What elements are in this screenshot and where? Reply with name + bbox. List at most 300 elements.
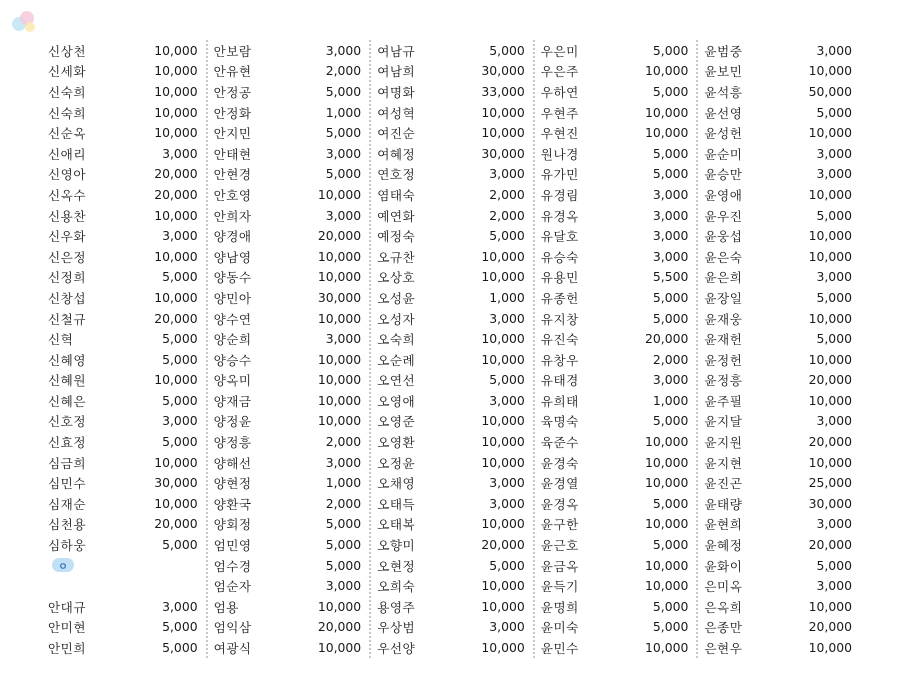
donation-amount: 10,000 bbox=[808, 351, 852, 367]
donor-name: 윤우진 bbox=[704, 208, 743, 224]
donation-amount: 10,000 bbox=[317, 351, 362, 367]
donation-amount: 5,000 bbox=[162, 537, 198, 553]
donor-name: 윤명희 bbox=[540, 599, 579, 615]
donor-name: 양경애 bbox=[213, 229, 252, 245]
donor-row bbox=[377, 370, 531, 391]
donation-amount: 5,000 bbox=[325, 83, 362, 99]
donor-row bbox=[704, 246, 858, 267]
donor-row bbox=[704, 472, 858, 493]
donor-row bbox=[377, 246, 531, 267]
donation-amount: 20,000 bbox=[317, 619, 362, 635]
donor-name: 안민희 bbox=[48, 641, 86, 657]
donor-name: 여혜정 bbox=[377, 146, 416, 162]
donation-amount: 10,000 bbox=[645, 640, 689, 656]
donation-amount: 10,000 bbox=[317, 310, 362, 326]
donor-row bbox=[377, 534, 531, 555]
donor-column bbox=[533, 40, 697, 658]
donor-row bbox=[48, 534, 204, 555]
donor-row bbox=[704, 40, 858, 61]
donor-name: 예연화 bbox=[377, 208, 416, 224]
donation-amount: 10,000 bbox=[808, 392, 852, 408]
donation-amount: 10,000 bbox=[808, 310, 852, 326]
donation-amount: 3,000 bbox=[489, 475, 525, 491]
donor-name: 유창우 bbox=[540, 352, 579, 368]
donation-amount: 3,000 bbox=[325, 207, 362, 223]
donor-name: 여광식 bbox=[213, 641, 252, 657]
donor-name: 윤화이 bbox=[704, 558, 743, 574]
donation-amount: 10,000 bbox=[808, 125, 852, 141]
donation-amount: 10,000 bbox=[481, 578, 525, 594]
donor-name: 윤승만 bbox=[704, 167, 743, 183]
donor-name: 오정윤 bbox=[377, 455, 416, 471]
donor-name: 신순옥 bbox=[48, 126, 86, 142]
donor-row bbox=[377, 61, 531, 82]
donor-column bbox=[369, 40, 533, 658]
donation-amount: 50,000 bbox=[808, 83, 852, 99]
donor-name: 윤금옥 bbox=[540, 558, 579, 574]
donor-row bbox=[704, 534, 858, 555]
donor-name: 윤범중 bbox=[704, 43, 743, 59]
donor-name: 신상천 bbox=[48, 43, 86, 59]
donor-name: 신용찬 bbox=[48, 208, 86, 224]
donation-amount: 10,000 bbox=[317, 248, 362, 264]
donor-row bbox=[214, 143, 368, 164]
donation-amount: 5,000 bbox=[162, 331, 198, 347]
donor-row bbox=[377, 205, 531, 226]
donor-row bbox=[377, 143, 531, 164]
donor-name: 윤혜정 bbox=[704, 538, 743, 554]
donor-row bbox=[704, 370, 858, 391]
donation-amount: 10,000 bbox=[808, 248, 852, 264]
donor-row bbox=[48, 390, 204, 411]
donor-row bbox=[48, 205, 204, 226]
donor-name: 육준수 bbox=[540, 435, 579, 451]
donation-amount: 5,500 bbox=[652, 269, 689, 285]
donor-row bbox=[214, 102, 368, 123]
donor-name: 유종헌 bbox=[540, 290, 579, 306]
donation-amount: 2,000 bbox=[489, 186, 525, 202]
donation-amount: 3,000 bbox=[162, 145, 198, 161]
donor-name: 유용민 bbox=[540, 270, 579, 286]
donor-name: 안태현 bbox=[213, 146, 252, 162]
donor-row bbox=[377, 267, 531, 288]
donor-name: 예정숙 bbox=[377, 229, 416, 245]
donor-name: 양순희 bbox=[213, 332, 252, 348]
section-marker-badge: ㅇ bbox=[52, 558, 74, 572]
donor-name: 은미옥 bbox=[704, 579, 743, 595]
donor-name: 윤장일 bbox=[704, 290, 743, 306]
donor-name: 오영준 bbox=[377, 414, 416, 430]
donor-name: 양해선 bbox=[213, 455, 252, 471]
donor-name: 안지민 bbox=[213, 126, 252, 142]
donor-name: 오영애 bbox=[377, 393, 416, 409]
donation-amount: 5,000 bbox=[489, 42, 525, 58]
donation-amount: 3,000 bbox=[652, 207, 689, 223]
donation-amount: 10,000 bbox=[481, 434, 525, 450]
donor-name: 신혁 bbox=[48, 332, 74, 348]
donor-name: 오채영 bbox=[377, 476, 416, 492]
donation-amount: 3,000 bbox=[816, 145, 852, 161]
donor-row bbox=[541, 534, 695, 555]
donor-row bbox=[214, 225, 368, 246]
donation-amount: 10,000 bbox=[317, 269, 362, 285]
donor-name: 우은미 bbox=[540, 43, 579, 59]
donor-name: 여진순 bbox=[377, 126, 416, 142]
donor-row bbox=[704, 411, 858, 432]
donor-row bbox=[48, 617, 204, 638]
donor-row bbox=[48, 308, 204, 329]
donor-name: 윤경숙 bbox=[540, 455, 579, 471]
donation-amount: 1,000 bbox=[325, 104, 362, 120]
donor-row bbox=[377, 452, 531, 473]
donor-row bbox=[541, 225, 695, 246]
donor-row bbox=[214, 308, 368, 329]
donor-name: 우은주 bbox=[540, 64, 579, 80]
donation-amount: 3,000 bbox=[489, 619, 525, 635]
donor-name: 윤보민 bbox=[704, 64, 743, 80]
donor-name: 안보람 bbox=[213, 43, 252, 59]
donor-row bbox=[704, 143, 858, 164]
donation-amount: 10,000 bbox=[154, 289, 198, 305]
donor-name: 양수연 bbox=[213, 311, 252, 327]
donation-amount: 20,000 bbox=[154, 186, 198, 202]
donation-amount: 10,000 bbox=[481, 351, 525, 367]
donor-name: 양현정 bbox=[213, 476, 252, 492]
donation-amount: 3,000 bbox=[652, 248, 689, 264]
donation-amount: 10,000 bbox=[154, 248, 198, 264]
donation-amount: 10,000 bbox=[481, 413, 525, 429]
donor-name: 심천용 bbox=[48, 517, 86, 533]
donor-row bbox=[704, 61, 858, 82]
donation-amount: 5,000 bbox=[816, 331, 852, 347]
donation-amount: 10,000 bbox=[481, 248, 525, 264]
donation-amount: 10,000 bbox=[317, 640, 362, 656]
donor-row bbox=[48, 370, 204, 391]
donor-name: 윤영애 bbox=[704, 187, 743, 203]
donor-name: 양승수 bbox=[213, 352, 252, 368]
donation-amount: 10,000 bbox=[808, 640, 852, 656]
donation-amount: 2,000 bbox=[325, 63, 362, 79]
donor-name: 양정흥 bbox=[213, 435, 252, 451]
donation-amount: 5,000 bbox=[325, 537, 362, 553]
donor-row bbox=[541, 493, 695, 514]
donor-row bbox=[377, 349, 531, 370]
donor-row bbox=[48, 349, 204, 370]
donor-row bbox=[377, 411, 531, 432]
donor-name: 안정공 bbox=[213, 84, 252, 100]
donation-amount: 10,000 bbox=[481, 125, 525, 141]
donation-amount: 5,000 bbox=[489, 557, 525, 573]
donor-column bbox=[206, 40, 370, 658]
donation-amount: 10,000 bbox=[645, 63, 689, 79]
donor-row bbox=[214, 411, 368, 432]
donor-name: 안대규 bbox=[48, 599, 86, 615]
donor-name: 양환국 bbox=[213, 496, 252, 512]
donor-row bbox=[377, 308, 531, 329]
donor-name: 윤미숙 bbox=[540, 620, 579, 636]
donation-amount: 3,000 bbox=[162, 413, 198, 429]
donor-row bbox=[541, 102, 695, 123]
donor-name: 오향미 bbox=[377, 538, 416, 554]
donor-name: 윤경옥 bbox=[540, 496, 579, 512]
donation-amount: 3,000 bbox=[816, 578, 852, 594]
donation-amount: 10,000 bbox=[645, 578, 689, 594]
donation-amount: 5,000 bbox=[489, 372, 525, 388]
donation-amount: 20,000 bbox=[154, 166, 198, 182]
donor-name: 신혜영 bbox=[48, 352, 86, 368]
donation-amount: 10,000 bbox=[645, 454, 689, 470]
donation-amount: 20,000 bbox=[154, 516, 198, 532]
donor-name: 양재금 bbox=[213, 393, 252, 409]
donation-amount: 5,000 bbox=[652, 598, 689, 614]
donation-amount: 5,000 bbox=[325, 516, 362, 532]
donation-amount: 3,000 bbox=[816, 516, 852, 532]
donor-row bbox=[704, 493, 858, 514]
donation-amount: 10,000 bbox=[317, 598, 362, 614]
donor-row bbox=[541, 452, 695, 473]
donation-amount: 5,000 bbox=[816, 104, 852, 120]
donor-name: 오성윤 bbox=[377, 290, 416, 306]
donation-amount: 10,000 bbox=[481, 598, 525, 614]
donor-row bbox=[377, 390, 531, 411]
donor-row bbox=[541, 287, 695, 308]
donation-amount: 10,000 bbox=[645, 104, 689, 120]
donor-name: 윤석흥 bbox=[704, 84, 743, 100]
donor-row bbox=[541, 328, 695, 349]
donation-amount: 10,000 bbox=[645, 516, 689, 532]
donor-name: 유태경 bbox=[540, 373, 579, 389]
donor-row bbox=[214, 349, 368, 370]
donor-row bbox=[377, 555, 531, 576]
donor-row bbox=[48, 61, 204, 82]
donor-name: 윤지원 bbox=[704, 435, 743, 451]
donation-amount: 10,000 bbox=[481, 104, 525, 120]
donor-list bbox=[42, 40, 860, 658]
donor-row bbox=[704, 349, 858, 370]
donor-name: 오규찬 bbox=[377, 249, 416, 265]
donor-name: 윤정헌 bbox=[704, 352, 743, 368]
donor-row bbox=[541, 411, 695, 432]
donor-row bbox=[541, 575, 695, 596]
donor-row bbox=[214, 637, 368, 658]
donation-amount: 10,000 bbox=[154, 495, 198, 511]
donation-amount: 3,000 bbox=[489, 166, 525, 182]
donor-name: 신정희 bbox=[48, 270, 86, 286]
donor-name: 우선양 bbox=[377, 641, 416, 657]
donor-name: 우하연 bbox=[540, 84, 579, 100]
donation-amount: 3,000 bbox=[816, 42, 852, 58]
donor-row bbox=[48, 267, 204, 288]
donor-row bbox=[541, 637, 695, 658]
donation-amount: 10,000 bbox=[481, 331, 525, 347]
donor-name: 양정윤 bbox=[213, 414, 252, 430]
donor-name: 유희태 bbox=[540, 393, 579, 409]
donor-name: 윤진곤 bbox=[704, 476, 743, 492]
donation-amount: 10,000 bbox=[481, 516, 525, 532]
donor-name: 유지창 bbox=[540, 311, 579, 327]
donor-row bbox=[377, 122, 531, 143]
donor-name: 안희자 bbox=[213, 208, 252, 224]
donation-amount: 30,000 bbox=[481, 63, 525, 79]
donation-amount: 3,000 bbox=[816, 269, 852, 285]
donation-amount: 5,000 bbox=[489, 228, 525, 244]
donation-amount: 3,000 bbox=[816, 166, 852, 182]
donor-name: 윤정흥 bbox=[704, 373, 743, 389]
donation-amount: 10,000 bbox=[645, 125, 689, 141]
donation-amount: 5,000 bbox=[325, 166, 362, 182]
donor-row bbox=[48, 472, 204, 493]
donor-name: 양남영 bbox=[213, 249, 252, 265]
donor-name: 윤구한 bbox=[540, 517, 579, 533]
donation-amount: 3,000 bbox=[325, 331, 362, 347]
donor-row bbox=[377, 596, 531, 617]
donor-name: 염태숙 bbox=[377, 187, 416, 203]
donor-row bbox=[214, 184, 368, 205]
donor-row bbox=[48, 81, 204, 102]
donation-amount: 10,000 bbox=[808, 598, 852, 614]
donor-name: 유경옥 bbox=[540, 208, 579, 224]
donor-row bbox=[541, 40, 695, 61]
donor-name: 연호정 bbox=[377, 167, 416, 183]
donation-amount: 5,000 bbox=[652, 537, 689, 553]
donation-amount: 5,000 bbox=[162, 269, 198, 285]
donor-row bbox=[541, 390, 695, 411]
donor-name: 은현우 bbox=[704, 641, 743, 657]
donor-name: 신옥수 bbox=[48, 187, 86, 203]
donor-name: 여성혁 bbox=[377, 105, 416, 121]
donor-row bbox=[214, 40, 368, 61]
donation-amount: 20,000 bbox=[645, 331, 689, 347]
donation-amount: 10,000 bbox=[481, 640, 525, 656]
donor-row bbox=[214, 596, 368, 617]
donor-row bbox=[377, 184, 531, 205]
donor-name: 오영환 bbox=[377, 435, 416, 451]
donor-row bbox=[377, 102, 531, 123]
donation-amount: 10,000 bbox=[645, 557, 689, 573]
donation-amount: 10,000 bbox=[317, 413, 362, 429]
donor-row bbox=[48, 184, 204, 205]
donor-row bbox=[377, 431, 531, 452]
donor-column bbox=[42, 40, 206, 658]
decorative-logo bbox=[6, 4, 42, 40]
donor-name: 신세화 bbox=[48, 64, 86, 80]
donor-row bbox=[214, 617, 368, 638]
donation-amount: 30,000 bbox=[481, 145, 525, 161]
donor-name: 윤순미 bbox=[704, 146, 743, 162]
donor-name: 심재순 bbox=[48, 496, 86, 512]
donor-row bbox=[214, 81, 368, 102]
donation-amount: 3,000 bbox=[325, 145, 362, 161]
donor-name: 윤지현 bbox=[704, 455, 743, 471]
donor-name: 윤성헌 bbox=[704, 126, 743, 142]
donor-name: 오현정 bbox=[377, 558, 416, 574]
donor-name: 은종만 bbox=[704, 620, 743, 636]
donor-name: 양동수 bbox=[213, 270, 252, 286]
donor-name: 양회정 bbox=[213, 517, 252, 533]
donation-amount: 5,000 bbox=[816, 557, 852, 573]
donor-name: 윤재헌 bbox=[704, 332, 743, 348]
donor-name: 여남희 bbox=[377, 64, 416, 80]
donor-row bbox=[541, 617, 695, 638]
donor-name: 윤은숙 bbox=[704, 249, 743, 265]
donor-row bbox=[377, 637, 531, 658]
donor-name: 신창섭 bbox=[48, 290, 86, 306]
donor-row bbox=[704, 617, 858, 638]
donation-amount: 5,000 bbox=[652, 413, 689, 429]
donor-name: 우현진 bbox=[540, 126, 579, 142]
donation-amount: 10,000 bbox=[154, 63, 198, 79]
donation-amount: 3,000 bbox=[652, 186, 689, 202]
donor-name: 윤웅섭 bbox=[704, 229, 743, 245]
donation-amount: 3,000 bbox=[489, 310, 525, 326]
donation-amount: 5,000 bbox=[162, 351, 198, 367]
donor-name: 안정화 bbox=[213, 105, 252, 121]
donor-name: 신호정 bbox=[48, 414, 86, 430]
donation-amount: 20,000 bbox=[481, 537, 525, 553]
donor-row bbox=[48, 431, 204, 452]
donor-row bbox=[704, 81, 858, 102]
donation-amount: 10,000 bbox=[808, 454, 852, 470]
donation-amount: 5,000 bbox=[652, 166, 689, 182]
donation-amount: 30,000 bbox=[808, 495, 852, 511]
donor-row bbox=[377, 287, 531, 308]
donor-name: 엄민영 bbox=[213, 538, 252, 554]
donor-row bbox=[541, 370, 695, 391]
donor-name: 신우화 bbox=[48, 229, 86, 245]
donor-row bbox=[704, 308, 858, 329]
donation-amount: 10,000 bbox=[808, 63, 852, 79]
donor-row bbox=[48, 287, 204, 308]
donor-row bbox=[214, 267, 368, 288]
donor-name: 윤재웅 bbox=[704, 311, 743, 327]
donor-row bbox=[48, 493, 204, 514]
donor-name: 엄용 bbox=[213, 599, 239, 615]
donor-row bbox=[704, 184, 858, 205]
donor-name: 용영주 bbox=[377, 599, 416, 615]
donor-name: 신숙희 bbox=[48, 84, 86, 100]
donation-amount: 5,000 bbox=[652, 310, 689, 326]
blank-row bbox=[48, 575, 204, 596]
donor-name: 심금희 bbox=[48, 455, 86, 471]
donor-name: 오태득 bbox=[377, 496, 416, 512]
donation-amount: 5,000 bbox=[816, 289, 852, 305]
donor-row bbox=[377, 617, 531, 638]
donation-amount: 20,000 bbox=[154, 310, 198, 326]
donation-amount: 3,000 bbox=[489, 392, 525, 408]
donor-row bbox=[704, 122, 858, 143]
donation-amount: 20,000 bbox=[808, 434, 852, 450]
donation-amount: 1,000 bbox=[489, 289, 525, 305]
donor-row bbox=[704, 267, 858, 288]
donation-amount: 1,000 bbox=[652, 392, 689, 408]
donation-amount: 10,000 bbox=[154, 83, 198, 99]
donor-name: 윤지달 bbox=[704, 414, 743, 430]
donor-row bbox=[541, 81, 695, 102]
donor-row bbox=[704, 431, 858, 452]
donor-row bbox=[704, 637, 858, 658]
donor-row bbox=[541, 514, 695, 535]
donation-amount: 20,000 bbox=[808, 619, 852, 635]
donor-row bbox=[214, 555, 368, 576]
donor-row bbox=[377, 81, 531, 102]
donor-row bbox=[704, 575, 858, 596]
donor-row bbox=[541, 596, 695, 617]
donor-name: 유경림 bbox=[540, 187, 579, 203]
donor-name: 신효정 bbox=[48, 435, 86, 451]
donation-amount: 10,000 bbox=[154, 454, 198, 470]
donation-amount: 5,000 bbox=[162, 640, 198, 656]
donor-row bbox=[704, 514, 858, 535]
